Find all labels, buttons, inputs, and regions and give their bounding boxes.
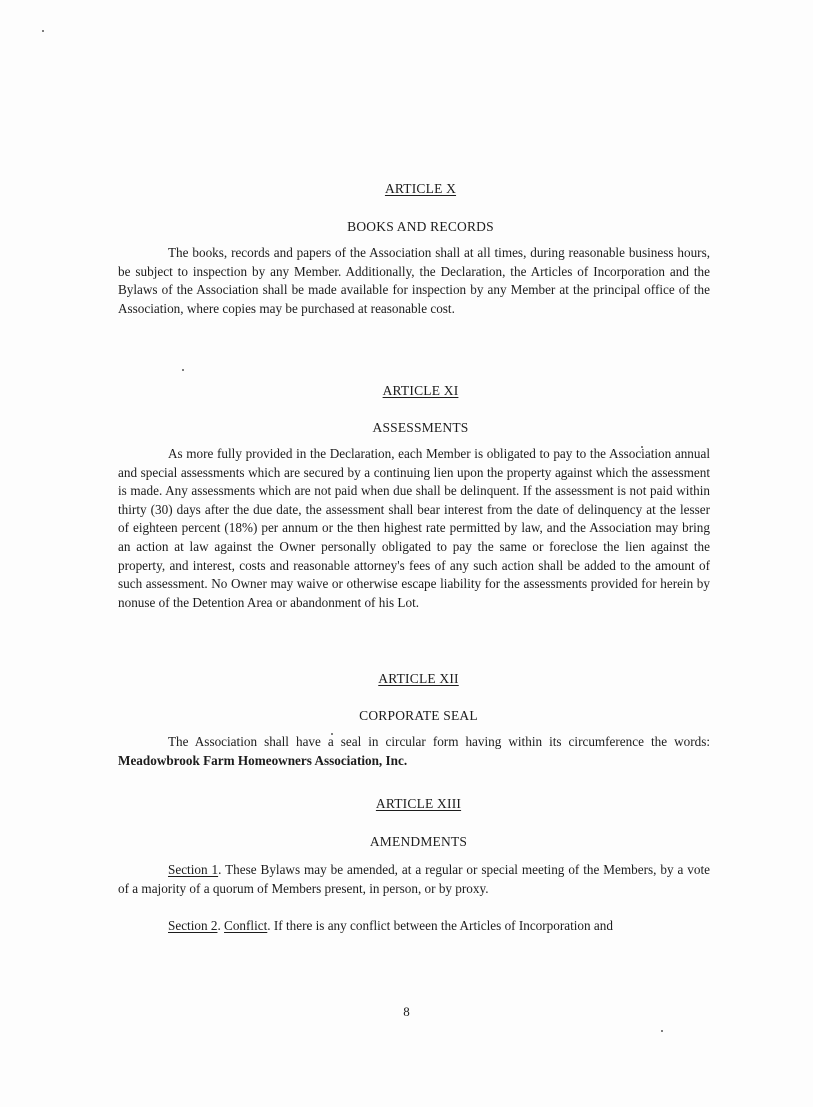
article-xi-body: As more fully provided in the Declaration, each Member is obligated to pay to the Association annual and special assessments which are secured by a continuing lien upon the property against which the assessment is made. Any assessments which are not paid when due shall be delinquent. If the assessment is not paid within thirty (30) days after the due date, the assessment shall bear interest from the date of delinquency at the lesser of eighteen percent (18%) per annum or the then highest rate permitted by law, and the Association may bring an action at law against the Owner personally obligated to pay the same or foreclose the lien against the property, and interest, costs and reasonable attorney's fees of any such action shall be added to the amount of such assessment. No Owner may waive or otherwise escape liability for the assessments provided for herein by nonuse of the Detention Area or abandonment of his Lot. [118,446,710,610]
scan-speck [661,1030,663,1032]
section-2-paragraph [118,917,710,936]
article-xiii-subtitle: AMENDMENTS [369,834,468,849]
scan-speck [42,30,44,32]
article-x-title: ARTICLE X [384,181,457,196]
article-xi-subtitle: ASSESSMENTS [372,420,469,435]
article-xi-title: ARTICLE XI [382,383,459,398]
article-xiii-title: ARTICLE XIII [375,796,462,811]
page-number: 8 [403,1004,410,1019]
section-2-separator: . [217,918,225,933]
article-x-subtitle: BOOKS AND RECORDS [347,219,494,234]
scan-speck [182,369,184,371]
article-xii-subtitle: CORPORATE SEAL [359,708,478,723]
section-1-paragraph [118,861,710,898]
article-xii-body [118,733,710,770]
section-2-label: Section 2 [168,918,218,933]
article-xii-title: ARTICLE XII [378,671,459,686]
article-xii-body-text: The Association shall have a seal in circular form having within its circumference the words: [168,734,710,749]
association-name: Meadowbrook Farm Homeowners Association, Inc. [118,752,408,768]
section-2-text: . If there is any conflict between the Articles of Incorporation and [267,918,613,933]
section-2-heading: Conflict [224,918,268,933]
section-1-label: Section 1 [168,862,219,877]
section-1-text: . These Bylaws may be amended, at a regular or special meeting of the Members, by a vote of a majority of a quorum of Members present, in person, or by proxy. [118,862,710,896]
article-x-body: The books, records and papers of the Association shall at all times, during reasonable business hours, be subject to inspection by any Member. Additionally, the Declaration, the Articles of Incorporation and the Bylaws of the Association shall be made available for inspection by any Member at the principal office of the Association, where copies may be purchased at reasonable cost. [118,245,710,316]
